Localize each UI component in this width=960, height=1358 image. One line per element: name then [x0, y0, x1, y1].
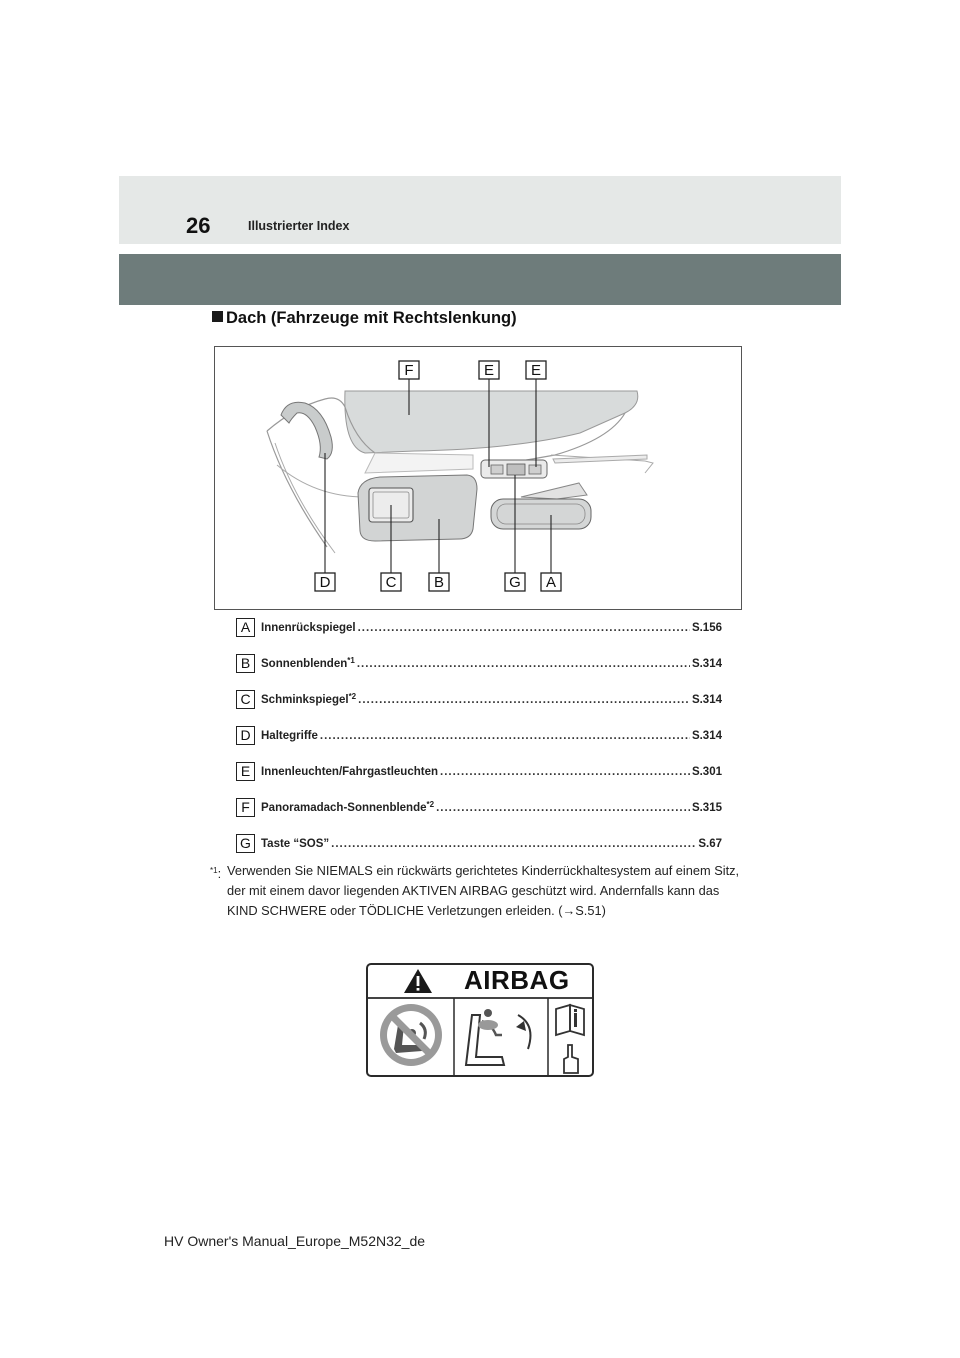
airbag-deploy-icon	[466, 1009, 530, 1065]
section-heading	[212, 309, 517, 328]
section-heading-text: Dach (Fahrzeuge mit Rechtslenkung)	[226, 309, 517, 327]
airbag-warning-label	[366, 963, 594, 1077]
header-band	[119, 254, 841, 305]
footnote-mark: $^{*1}$:	[210, 866, 222, 881]
item-label: Schminkspiegel$^{*2}$	[261, 692, 357, 706]
manual-book-icon	[556, 1005, 584, 1073]
item-label: Panoramadach-Sonnenblende$^{*2}$	[261, 800, 435, 814]
roof-diagram	[215, 347, 741, 609]
square-bullet-icon	[212, 311, 223, 322]
svg-text:F: F	[404, 362, 414, 379]
item-letter-badge: A	[236, 618, 255, 637]
index-item-e	[236, 762, 722, 798]
callout-e-left	[479, 361, 499, 379]
item-letter-badge: G	[236, 834, 255, 853]
index-item-f	[236, 798, 722, 834]
no-child-seat-icon	[380, 1004, 442, 1066]
svg-text:E: E	[483, 362, 495, 379]
item-letter-badge: B	[236, 654, 255, 673]
item-label: Sonnenblenden$^{*1}$	[261, 656, 355, 670]
footnote	[210, 861, 750, 921]
item-letter-badge: E	[236, 762, 255, 781]
item-label: Haltegriffe	[261, 730, 318, 742]
callout-d	[315, 573, 335, 591]
roof-illustration	[214, 346, 742, 610]
item-page-link[interactable]: S.315	[691, 802, 722, 814]
svg-text:G: G	[509, 574, 521, 591]
callout-g	[505, 573, 525, 591]
item-page-link[interactable]: S.156	[691, 622, 722, 634]
item-page-link[interactable]: S.314	[691, 658, 722, 670]
callout-f	[399, 361, 419, 379]
svg-text:A: A	[545, 574, 557, 591]
header-bar	[119, 176, 841, 244]
item-label: Innenrückspiegel	[261, 622, 356, 634]
index-item-c	[236, 690, 722, 726]
page-number: 26	[186, 213, 211, 238]
item-page-link[interactable]: S.314	[691, 694, 722, 706]
item-page-link[interactable]: S.301	[691, 766, 722, 778]
svg-text:C: C	[385, 574, 397, 591]
item-letter-badge: C	[236, 690, 255, 709]
callout-e-right	[526, 361, 546, 379]
callout-c	[381, 573, 401, 591]
page-footer: HV Owner's Manual_Europe_M52N32_de	[164, 1233, 426, 1249]
index-item-d	[236, 726, 722, 762]
footnote-text: Verwenden Sie NIEMALS ein rückwärts gerichtetes Kinderrückhaltesystem auf einem Sitz, der mit einem davor liegenden AKTIVEN AIRBAG geschützt wird. Andernfalls kann das KIND SCHWERE oder TÖDLICHE Verletzungen erleiden. (→S.51)	[227, 863, 740, 918]
svg-text:B: B	[433, 574, 445, 591]
svg-text:D: D	[319, 574, 331, 591]
item-letter-badge: F	[236, 798, 255, 817]
index-item-b	[236, 654, 722, 690]
airbag-title: AIRBAG	[464, 965, 570, 995]
item-page-link[interactable]: S.67	[698, 838, 722, 850]
item-page-link[interactable]: S.314	[691, 730, 722, 742]
callout-a	[541, 573, 561, 591]
svg-text:E: E	[530, 362, 542, 379]
item-label: Taste “SOS”	[261, 838, 330, 850]
item-label: Innenleuchten/Fahrgastleuchten	[261, 766, 438, 778]
index-item-a	[236, 618, 722, 654]
section-title: Illustrierter Index	[248, 219, 350, 233]
warning-triangle-icon	[404, 969, 432, 993]
index-list	[236, 618, 722, 870]
item-letter-badge: D	[236, 726, 255, 745]
callout-b	[429, 573, 449, 591]
